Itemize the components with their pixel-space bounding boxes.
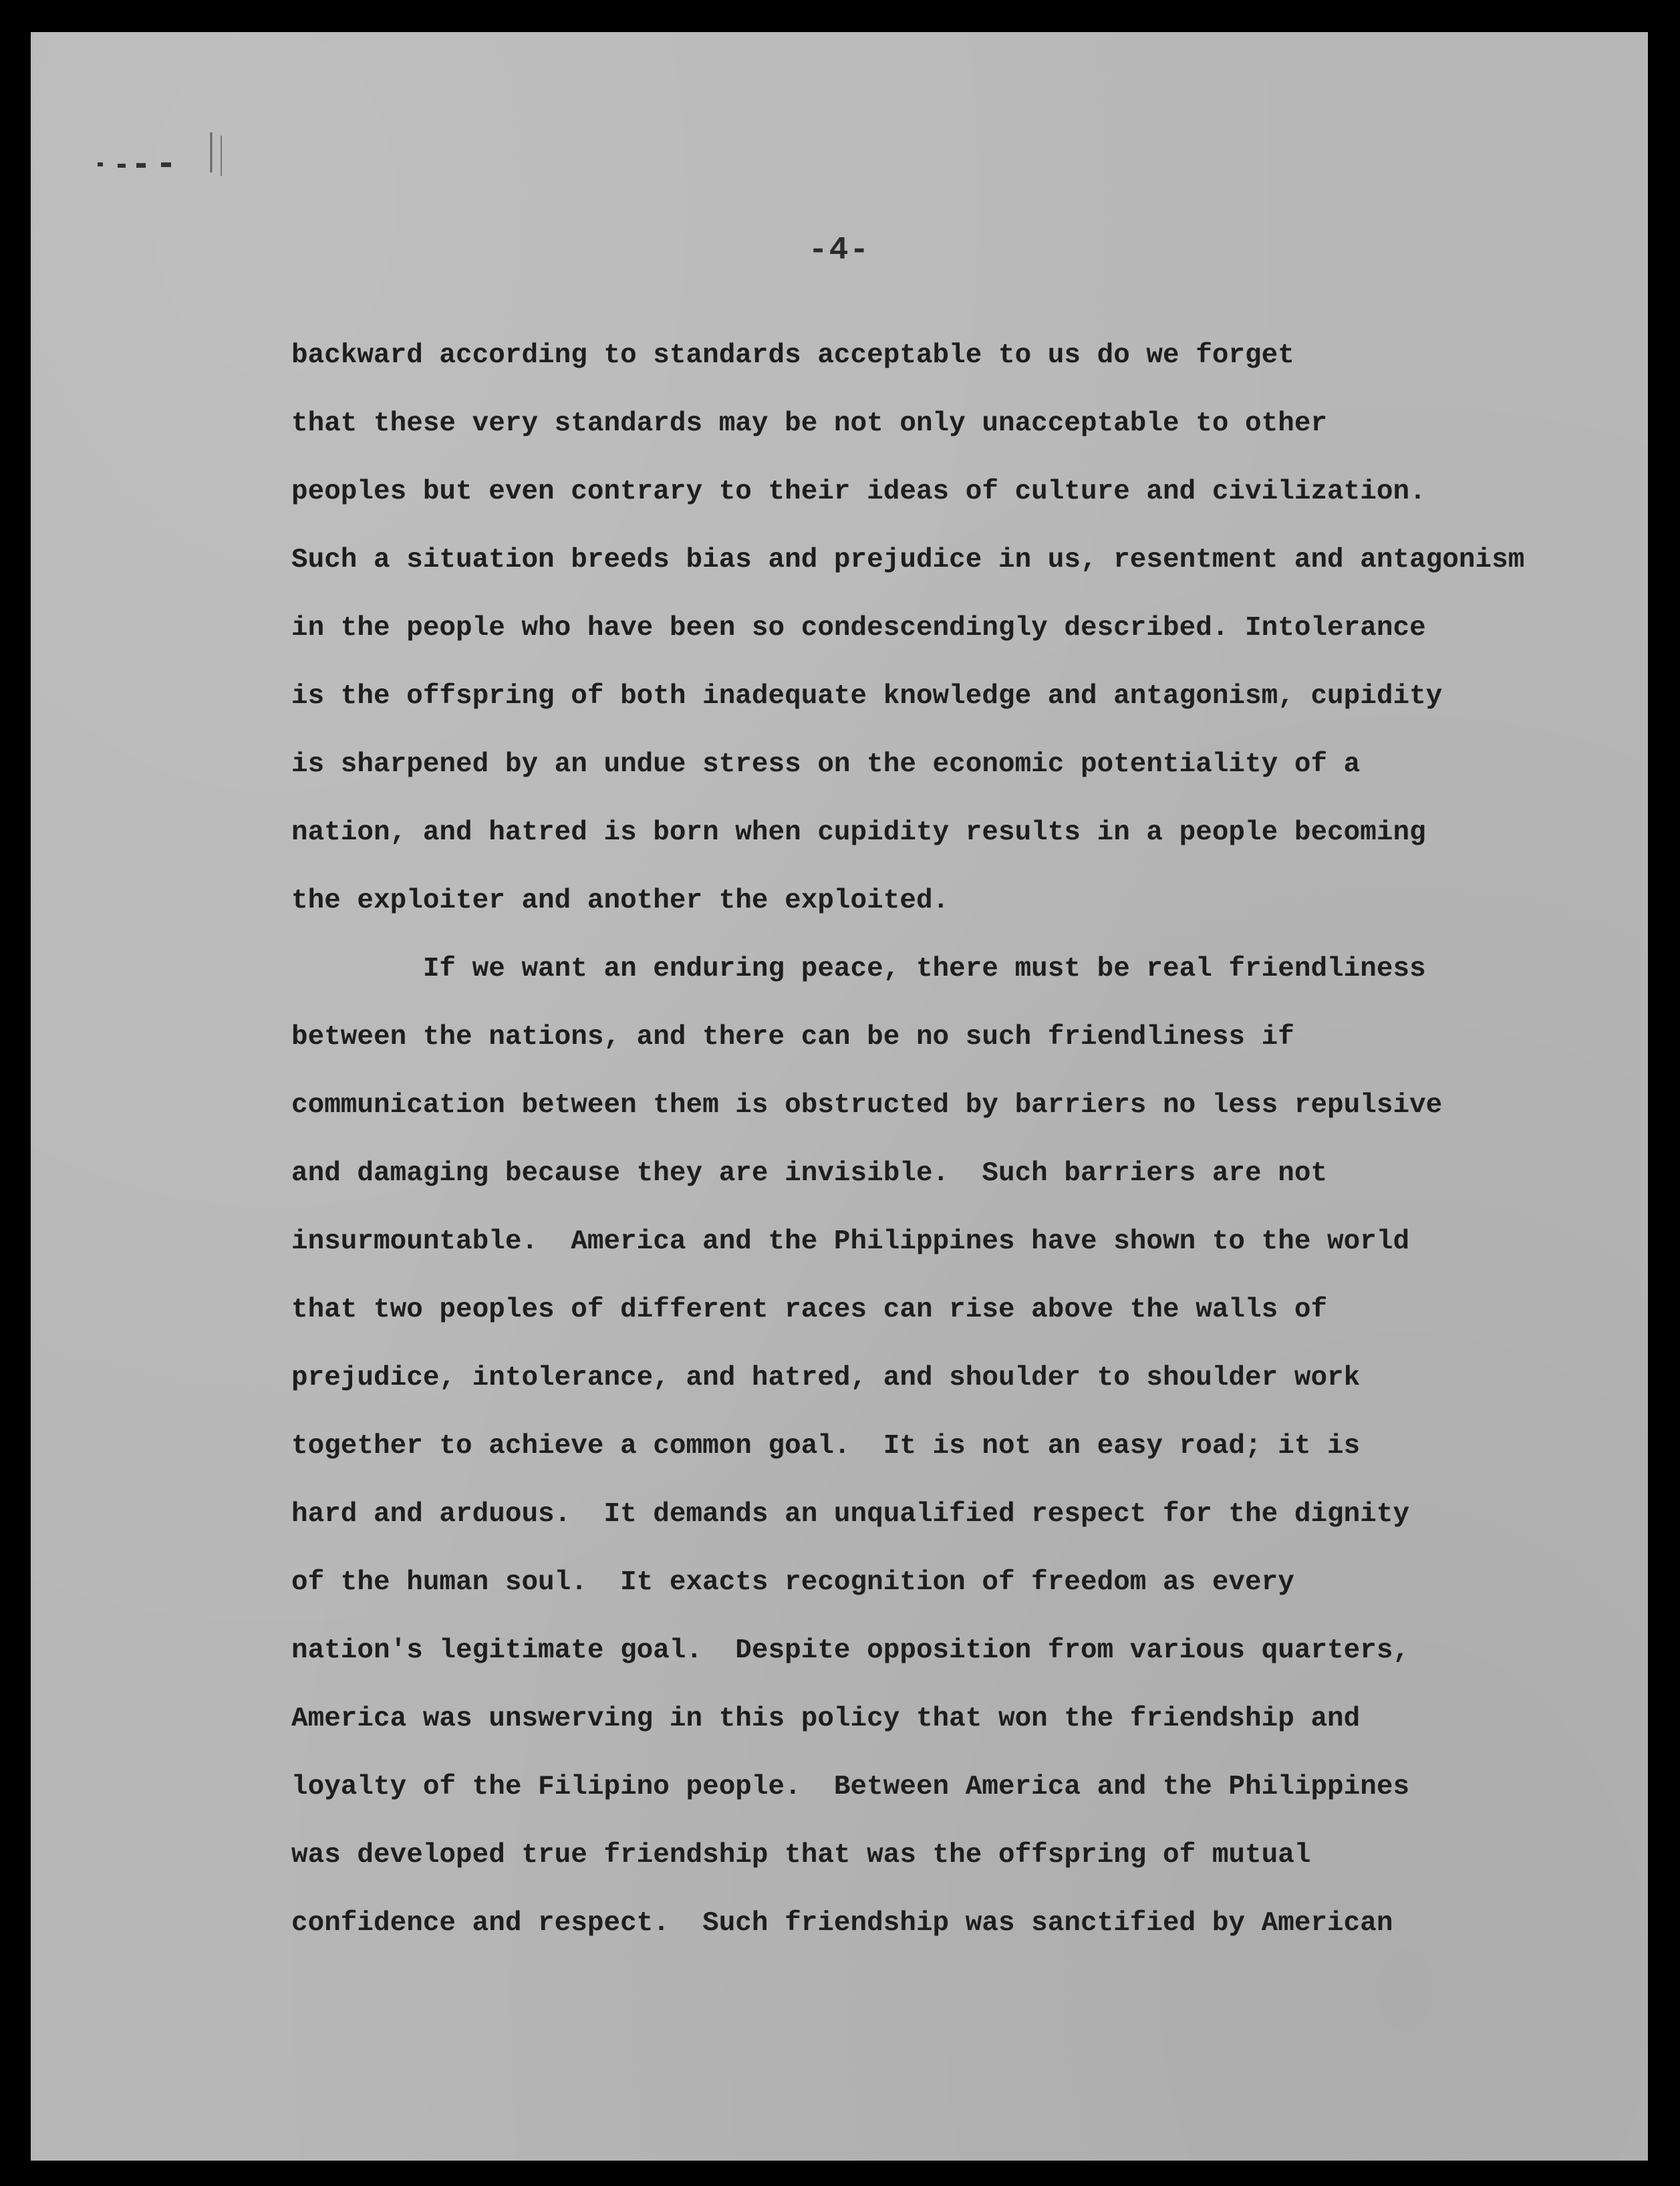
text-line: Such a situation breeds bias and prejudice in us, resentment and antagonism: [291, 545, 1525, 575]
text-line: hard and arduous. It demands an unqualified respect for the dignity: [291, 1499, 1410, 1530]
body-text: [31, 32, 1648, 2161]
text-line: If we want an enduring peace, there must be real friendliness: [291, 954, 1426, 984]
text-line: nation's legitimate goal. Despite opposition from various quarters,: [291, 1635, 1410, 1666]
text-line: loyalty of the Filipino people. Between America and the Philippines: [291, 1772, 1410, 1802]
text-line: was developed true friendship that was the offspring of mutual: [291, 1840, 1311, 1871]
text-line: the exploiter and another the exploited.: [291, 885, 950, 916]
text-line: that these very standards may be not only unacceptable to other: [291, 408, 1328, 439]
text-line: prejudice, intolerance, and hatred, and shoulder to shoulder work: [291, 1363, 1361, 1393]
text-line: together to achieve a common goal. It is not an easy road; it is: [291, 1431, 1361, 1462]
document-page: [31, 32, 1648, 2161]
text-line: of the human soul. It exacts recognition of freedom as every: [291, 1567, 1294, 1598]
text-line: America was unswerving in this policy that won the friendship and: [291, 1703, 1361, 1734]
text-line: in the people who have been so condescendingly described. Intolerance: [291, 613, 1426, 644]
text-line: peoples but even contrary to their ideas of culture and civilization.: [291, 476, 1426, 507]
text-line: is the offspring of both inadequate knowledge and antagonism, cupidity: [291, 681, 1443, 712]
text-line: is sharpened by an undue stress on the economic potentiality of a: [291, 749, 1361, 780]
text-line: and damaging because they are invisible. Such barriers are not: [291, 1158, 1328, 1189]
text-line: backward according to standards acceptable to us do we forget: [291, 340, 1294, 371]
text-line: communication between them is obstructed by barriers no less repulsive: [291, 1090, 1443, 1121]
text-line: insurmountable. America and the Philippines have shown to the world: [291, 1226, 1410, 1257]
text-line: that two peoples of different races can rise above the walls of: [291, 1294, 1328, 1325]
text-line: nation, and hatred is born when cupidity results in a people becoming: [291, 817, 1426, 848]
text-line: confidence and respect. Such friendship was sanctified by American: [291, 1908, 1393, 1939]
text-line: between the nations, and there can be no such friendliness if: [291, 1022, 1294, 1053]
page-number: -4-: [808, 233, 871, 269]
